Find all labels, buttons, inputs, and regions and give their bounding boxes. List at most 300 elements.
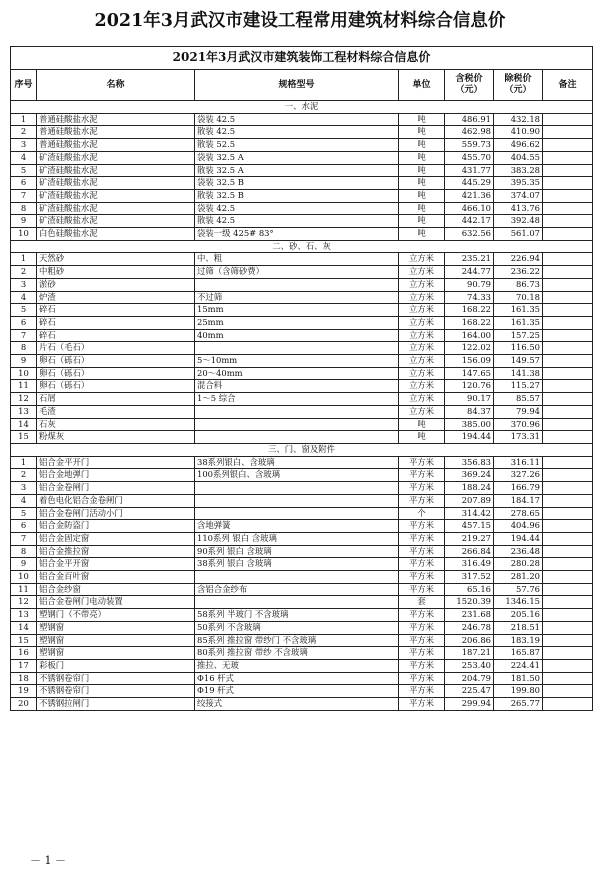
cell-spec: Φ19 杆式 (195, 685, 399, 698)
cell-spec: 15mm (195, 304, 399, 317)
cell-spec: 过筛（含筛砂费） (195, 266, 399, 279)
cell-spec: 90系列 银白 含玻璃 (195, 545, 399, 558)
cell-index: 19 (11, 685, 37, 698)
table-row (11, 520, 593, 533)
cell-index: 10 (11, 367, 37, 380)
cell-spec: 袋装 42.5 (195, 202, 399, 215)
cell-remark (543, 698, 593, 711)
cell-unit: 平方米 (399, 571, 445, 584)
cell-unit: 立方米 (399, 316, 445, 329)
cell-price-notax: 404.55 (494, 151, 543, 164)
cell-price-tax: 421.36 (445, 189, 494, 202)
table-row (11, 405, 593, 418)
cell-name: 卵石（砾石） (37, 380, 195, 393)
cell-price-notax: 265.77 (494, 698, 543, 711)
cell-remark (543, 304, 593, 317)
cell-remark (543, 253, 593, 266)
cell-remark (543, 545, 593, 558)
cell-name: 塑钢窗 (37, 647, 195, 660)
header-unit: 单位 (399, 70, 445, 101)
cell-index: 4 (11, 151, 37, 164)
cell-remark (543, 507, 593, 520)
cell-price-tax: 156.09 (445, 355, 494, 368)
cell-index: 2 (11, 469, 37, 482)
cell-price-notax: 413.76 (494, 202, 543, 215)
cell-price-notax: 327.26 (494, 469, 543, 482)
cell-price-tax: 486.91 (445, 113, 494, 126)
table-row (11, 558, 593, 571)
cell-index: 9 (11, 355, 37, 368)
cell-spec: 38系列银白、含玻璃 (195, 456, 399, 469)
cell-unit: 吨 (399, 418, 445, 431)
cell-name: 天然砂 (37, 253, 195, 266)
cell-price-tax: 90.79 (445, 278, 494, 291)
cell-unit: 平方米 (399, 482, 445, 495)
table-row (11, 545, 593, 558)
cell-remark (543, 367, 593, 380)
cell-index: 17 (11, 659, 37, 672)
cell-name: 铝合金卷闸门 (37, 482, 195, 495)
cell-unit: 平方米 (399, 698, 445, 711)
cell-unit: 平方米 (399, 494, 445, 507)
cell-spec (195, 405, 399, 418)
cell-price-tax: 120.76 (445, 380, 494, 393)
cell-remark (543, 647, 593, 660)
cell-remark (543, 532, 593, 545)
cell-name: 彩板门 (37, 659, 195, 672)
cell-unit: 吨 (399, 177, 445, 190)
cell-spec: 绞接式 (195, 698, 399, 711)
cell-price-tax: 122.02 (445, 342, 494, 355)
table-row (11, 113, 593, 126)
cell-spec: 80系列 推拉窗 带纱 不含玻璃 (195, 647, 399, 660)
cell-price-tax: 90.17 (445, 393, 494, 406)
table-row (11, 355, 593, 368)
cell-price-tax: 559.73 (445, 139, 494, 152)
cell-price-notax: 173.31 (494, 431, 543, 444)
cell-unit: 立方米 (399, 355, 445, 368)
cell-spec (195, 596, 399, 609)
cell-price-notax: 79.94 (494, 405, 543, 418)
section-title: 三、门、窗及附件 (11, 443, 593, 456)
cell-index: 5 (11, 507, 37, 520)
cell-price-tax: 147.65 (445, 367, 494, 380)
table-row (11, 634, 593, 647)
table-row (11, 494, 593, 507)
cell-spec (195, 278, 399, 291)
table-row (11, 304, 593, 317)
cell-price-tax: 385.00 (445, 418, 494, 431)
cell-price-tax: 164.00 (445, 329, 494, 342)
cell-remark (543, 177, 593, 190)
cell-index: 6 (11, 520, 37, 533)
cell-price-notax: 374.07 (494, 189, 543, 202)
cell-name: 中粗砂 (37, 266, 195, 279)
cell-index: 18 (11, 672, 37, 685)
cell-unit: 平方米 (399, 659, 445, 672)
cell-unit: 平方米 (399, 672, 445, 685)
cell-remark (543, 685, 593, 698)
cell-remark (543, 672, 593, 685)
cell-price-notax: 1346.15 (494, 596, 543, 609)
cell-index: 5 (11, 164, 37, 177)
cell-unit: 吨 (399, 189, 445, 202)
header-price-tax-line2: （元） (455, 85, 483, 95)
header-row (11, 70, 593, 101)
table-row (11, 278, 593, 291)
cell-price-notax: 395.35 (494, 177, 543, 190)
cell-index: 2 (11, 266, 37, 279)
cell-index: 1 (11, 456, 37, 469)
cell-name: 白色硅酸盐水泥 (37, 228, 195, 241)
cell-remark (543, 266, 593, 279)
cell-price-notax: 280.28 (494, 558, 543, 571)
cell-remark (543, 431, 593, 444)
cell-spec: 散装 42.5 (195, 126, 399, 139)
table-row (11, 456, 593, 469)
cell-price-tax: 219.27 (445, 532, 494, 545)
cell-price-tax: 65.16 (445, 583, 494, 596)
cell-price-tax: 168.22 (445, 304, 494, 317)
cell-price-notax: 86.73 (494, 278, 543, 291)
cell-spec: 散装 32.5 B (195, 189, 399, 202)
cell-price-notax: 370.96 (494, 418, 543, 431)
cell-unit: 吨 (399, 215, 445, 228)
cell-remark (543, 583, 593, 596)
cell-index: 9 (11, 215, 37, 228)
table-row (11, 418, 593, 431)
table-row (11, 482, 593, 495)
cell-name: 碎石 (37, 316, 195, 329)
cell-price-tax: 194.44 (445, 431, 494, 444)
cell-remark (543, 571, 593, 584)
cell-unit: 平方米 (399, 520, 445, 533)
cell-price-tax: 1520.39 (445, 596, 494, 609)
cell-price-notax: 205.16 (494, 609, 543, 622)
cell-unit: 立方米 (399, 291, 445, 304)
cell-index: 4 (11, 291, 37, 304)
table-row (11, 685, 593, 698)
cell-spec (195, 571, 399, 584)
cell-unit: 立方米 (399, 393, 445, 406)
cell-unit: 立方米 (399, 304, 445, 317)
cell-name: 矿渣硅酸盐水泥 (37, 151, 195, 164)
cell-name: 不锈钢拉闸门 (37, 698, 195, 711)
cell-price-notax: 194.44 (494, 532, 543, 545)
cell-spec: 38系列 银白 含玻璃 (195, 558, 399, 571)
cell-name: 毛渣 (37, 405, 195, 418)
table-row (11, 291, 593, 304)
cell-name: 铝合金卷闸门电动装置 (37, 596, 195, 609)
cell-index: 16 (11, 647, 37, 660)
table-row (11, 393, 593, 406)
cell-remark (543, 126, 593, 139)
cell-spec: 推拉、无玻 (195, 659, 399, 672)
cell-name: 碎石 (37, 329, 195, 342)
header-price-notax-line1: 除税价 (504, 74, 532, 84)
header-price-tax-line1: 含税价 (455, 74, 483, 84)
cell-remark (543, 139, 593, 152)
price-table (10, 46, 593, 711)
cell-remark (543, 520, 593, 533)
cell-remark (543, 113, 593, 126)
table-row (11, 266, 593, 279)
cell-unit: 平方米 (399, 583, 445, 596)
table-row (11, 532, 593, 545)
cell-spec: 散装 42.5 (195, 215, 399, 228)
cell-name: 矿渣硅酸盐水泥 (37, 189, 195, 202)
cell-remark (543, 189, 593, 202)
cell-price-tax: 225.47 (445, 685, 494, 698)
cell-unit: 平方米 (399, 456, 445, 469)
table-row (11, 469, 593, 482)
cell-unit: 个 (399, 507, 445, 520)
cell-price-tax: 253.40 (445, 659, 494, 672)
cell-name: 卵石（砾石） (37, 355, 195, 368)
cell-spec: 85系列 推拉窗 带纱门 不含玻璃 (195, 634, 399, 647)
cell-name: 普通硅酸盐水泥 (37, 126, 195, 139)
cell-price-tax: 356.83 (445, 456, 494, 469)
table-row (11, 380, 593, 393)
cell-index: 13 (11, 609, 37, 622)
table-row (11, 672, 593, 685)
cell-remark (543, 202, 593, 215)
cell-spec: 袋装 32.5 B (195, 177, 399, 190)
cell-spec: Φ16 杆式 (195, 672, 399, 685)
cell-remark (543, 228, 593, 241)
cell-name: 炉渣 (37, 291, 195, 304)
cell-index: 11 (11, 380, 37, 393)
cell-index: 12 (11, 596, 37, 609)
cell-remark (543, 418, 593, 431)
cell-index: 7 (11, 329, 37, 342)
cell-price-notax: 218.51 (494, 621, 543, 634)
cell-price-notax: 404.96 (494, 520, 543, 533)
cell-price-notax: 141.38 (494, 367, 543, 380)
header-name: 名称 (37, 70, 195, 101)
cell-spec: 50系列 不含玻璃 (195, 621, 399, 634)
cell-unit: 吨 (399, 164, 445, 177)
cell-price-notax: 236.48 (494, 545, 543, 558)
cell-price-notax: 184.17 (494, 494, 543, 507)
table-row (11, 139, 593, 152)
cell-index: 12 (11, 393, 37, 406)
section-row (11, 240, 593, 253)
cell-price-notax: 561.07 (494, 228, 543, 241)
cell-price-notax: 115.27 (494, 380, 543, 393)
cell-spec: 不过筛 (195, 291, 399, 304)
cell-price-tax: 187.21 (445, 647, 494, 660)
cell-price-notax: 149.57 (494, 355, 543, 368)
cell-index: 9 (11, 558, 37, 571)
cell-spec (195, 431, 399, 444)
cell-name: 普通硅酸盐水泥 (37, 139, 195, 152)
cell-spec: 袋装 42.5 (195, 113, 399, 126)
cell-price-notax: 85.57 (494, 393, 543, 406)
cell-remark (543, 316, 593, 329)
cell-price-notax: 199.80 (494, 685, 543, 698)
cell-price-notax: 57.76 (494, 583, 543, 596)
section-row (11, 101, 593, 114)
cell-unit: 套 (399, 596, 445, 609)
table-row (11, 507, 593, 520)
table-row (11, 571, 593, 584)
cell-index: 3 (11, 139, 37, 152)
cell-name: 片石（毛石） (37, 342, 195, 355)
cell-name: 塑钢窗 (37, 621, 195, 634)
cell-price-notax: 383.28 (494, 164, 543, 177)
cell-price-tax: 457.15 (445, 520, 494, 533)
cell-index: 3 (11, 278, 37, 291)
cell-spec: 25mm (195, 316, 399, 329)
header-price-tax (445, 70, 494, 101)
document-title: 2021年3月武汉市建设工程常用建筑材料综合信息价 (94, 11, 506, 31)
cell-name: 铝合金固定窗 (37, 532, 195, 545)
cell-index: 10 (11, 571, 37, 584)
cell-name: 铝合金卷闸门活动小门 (37, 507, 195, 520)
cell-price-tax: 317.52 (445, 571, 494, 584)
cell-spec: 散装 52.5 (195, 139, 399, 152)
cell-index: 6 (11, 177, 37, 190)
table-row (11, 177, 593, 190)
cell-remark (543, 482, 593, 495)
cell-name: 石灰 (37, 418, 195, 431)
cell-index: 8 (11, 202, 37, 215)
cell-unit: 平方米 (399, 685, 445, 698)
cell-name: 矿渣硅酸盐水泥 (37, 164, 195, 177)
cell-unit: 平方米 (399, 609, 445, 622)
cell-price-tax: 168.22 (445, 316, 494, 329)
cell-price-tax: 314.42 (445, 507, 494, 520)
cell-price-tax: 632.56 (445, 228, 494, 241)
header-price-notax-line2: （元） (504, 85, 532, 95)
table-row (11, 596, 593, 609)
cell-spec: 袋装一级 425# 83° (195, 228, 399, 241)
cell-name: 塑钢门（不带亮） (37, 609, 195, 622)
cell-price-notax: 157.25 (494, 329, 543, 342)
table-row (11, 583, 593, 596)
cell-remark (543, 151, 593, 164)
cell-spec: 20～40mm (195, 367, 399, 380)
table-row (11, 253, 593, 266)
cell-unit: 平方米 (399, 558, 445, 571)
cell-unit: 平方米 (399, 647, 445, 660)
table-row (11, 342, 593, 355)
cell-spec (195, 494, 399, 507)
cell-name: 淤砂 (37, 278, 195, 291)
cell-name: 塑钢窗 (37, 634, 195, 647)
cell-unit: 平方米 (399, 621, 445, 634)
cell-unit: 立方米 (399, 278, 445, 291)
header-price-notax (494, 70, 543, 101)
cell-index: 11 (11, 583, 37, 596)
cell-remark (543, 558, 593, 571)
cell-remark (543, 278, 593, 291)
header-index: 序号 (11, 70, 37, 101)
cell-unit: 平方米 (399, 469, 445, 482)
cell-unit: 立方米 (399, 329, 445, 342)
cell-name: 铝合金平开门 (37, 456, 195, 469)
table-title: 2021年3月武汉市建筑装饰工程材料综合信息价 (11, 47, 593, 70)
cell-name: 矿渣硅酸盐水泥 (37, 202, 195, 215)
cell-spec: 110系列 银白 含玻璃 (195, 532, 399, 545)
cell-index: 5 (11, 304, 37, 317)
cell-remark (543, 355, 593, 368)
cell-unit: 立方米 (399, 405, 445, 418)
cell-spec: 1～5 综合 (195, 393, 399, 406)
page-number: － 1 － (30, 854, 66, 867)
cell-unit: 立方米 (399, 342, 445, 355)
cell-unit: 立方米 (399, 380, 445, 393)
cell-index: 15 (11, 431, 37, 444)
cell-price-notax: 224.41 (494, 659, 543, 672)
cell-price-notax: 116.50 (494, 342, 543, 355)
cell-price-notax: 410.90 (494, 126, 543, 139)
cell-price-tax: 74.33 (445, 291, 494, 304)
cell-spec (195, 418, 399, 431)
cell-price-notax: 226.94 (494, 253, 543, 266)
cell-price-notax: 316.11 (494, 456, 543, 469)
cell-spec: 40mm (195, 329, 399, 342)
cell-price-tax: 206.86 (445, 634, 494, 647)
table-row (11, 151, 593, 164)
cell-spec (195, 482, 399, 495)
table-row (11, 367, 593, 380)
cell-price-notax: 281.20 (494, 571, 543, 584)
cell-name: 普通硅酸盐水泥 (37, 113, 195, 126)
cell-price-notax: 392.48 (494, 215, 543, 228)
cell-name: 矿渣硅酸盐水泥 (37, 177, 195, 190)
cell-price-tax: 244.77 (445, 266, 494, 279)
table-row (11, 215, 593, 228)
cell-remark (543, 456, 593, 469)
cell-index: 1 (11, 113, 37, 126)
table-row (11, 609, 593, 622)
cell-remark (543, 215, 593, 228)
cell-unit: 平方米 (399, 532, 445, 545)
table-row (11, 431, 593, 444)
cell-index: 7 (11, 189, 37, 202)
cell-remark (543, 621, 593, 634)
cell-spec (195, 342, 399, 355)
cell-index: 8 (11, 342, 37, 355)
section-title: 二、砂、石、灰 (11, 240, 593, 253)
table-row (11, 126, 593, 139)
cell-price-tax: 299.94 (445, 698, 494, 711)
table-row (11, 164, 593, 177)
table-row (11, 228, 593, 241)
cell-spec: 混合料 (195, 380, 399, 393)
section-title: 一、水泥 (11, 101, 593, 114)
table-row (11, 316, 593, 329)
section-row (11, 443, 593, 456)
table-row (11, 189, 593, 202)
cell-unit: 立方米 (399, 253, 445, 266)
cell-price-tax: 235.21 (445, 253, 494, 266)
cell-unit: 吨 (399, 151, 445, 164)
cell-index: 6 (11, 316, 37, 329)
cell-remark (543, 393, 593, 406)
cell-index: 1 (11, 253, 37, 266)
cell-price-tax: 455.70 (445, 151, 494, 164)
cell-unit: 吨 (399, 126, 445, 139)
cell-price-tax: 445.29 (445, 177, 494, 190)
cell-index: 3 (11, 482, 37, 495)
cell-index: 10 (11, 228, 37, 241)
cell-unit: 吨 (399, 431, 445, 444)
cell-name: 铝合金纱窗 (37, 583, 195, 596)
cell-index: 14 (11, 418, 37, 431)
